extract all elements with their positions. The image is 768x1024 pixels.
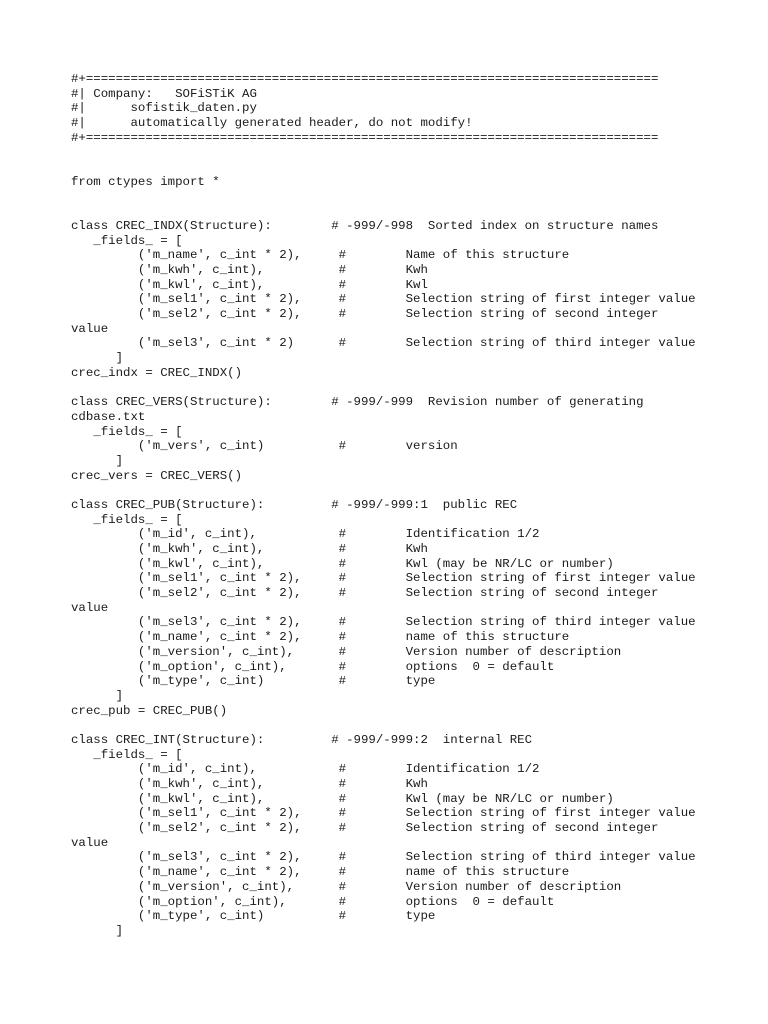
- code-line: class CREC_VERS(Structure): # -999/-999 Revision number of generating: [71, 395, 644, 410]
- code-line: [71, 160, 751, 175]
- code-line: ('m_sel2', c_int * 2), # Selection string of second integer: [71, 307, 659, 321]
- code-listing: [71, 72, 751, 939]
- code-line: crec_pub = CREC_PUB(): [71, 703, 228, 718]
- code-line: ('m_sel1', c_int * 2), # Selection string of first integer value: [71, 292, 696, 307]
- code-line: from ctypes import *: [71, 174, 220, 189]
- code-line: #| sofistik_daten.py: [71, 101, 257, 116]
- code-line: ]: [71, 351, 124, 366]
- code-line: class CREC_INDX(Structure): # -999/-998 Sorted index on structure names: [71, 218, 659, 233]
- code-line: ('m_kwl', c_int), # Kwl (may be NR/LC or number): [71, 791, 614, 806]
- code-line: ]: [71, 453, 124, 468]
- code-line: value: [71, 321, 109, 336]
- code-line: ('m_id', c_int), # Identification 1/2: [71, 762, 540, 777]
- code-line: #| Company: SOFiSTiK AG: [71, 86, 257, 101]
- code-line: _fields_ = [: [71, 424, 183, 439]
- code-line: ('m_sel2', c_int * 2), # Selection string of second integer: [71, 586, 659, 601]
- code-line: ('m_kwl', c_int), # Kwl: [71, 277, 428, 292]
- code-line: ('m_kwh', c_int), # Kwh: [71, 542, 428, 556]
- code-line: _fields_ = [: [71, 512, 183, 527]
- code-line: #+=============================================================================: [71, 72, 659, 86]
- code-line: [71, 380, 751, 395]
- code-line: ('m_type', c_int) # type: [71, 674, 436, 689]
- code-line: ('m_name', c_int * 2), # name of this structure: [71, 865, 570, 880]
- code-line: ('m_version', c_int), # Version number of description: [71, 644, 622, 659]
- code-line: ('m_type', c_int) # type: [71, 909, 436, 924]
- code-line: class CREC_INT(Structure): # -999/-999:2 internal REC: [71, 732, 533, 747]
- code-line: ('m_id', c_int), # Identification 1/2: [71, 527, 540, 542]
- code-line: ('m_version', c_int), # Version number of description: [71, 879, 622, 894]
- code-line: ('m_name', c_int * 2), # name of this structure: [71, 630, 570, 645]
- code-line: ('m_vers', c_int) # version: [71, 439, 458, 454]
- code-line: #| automatically generated header, do not modify!: [71, 116, 473, 131]
- code-line: ]: [71, 923, 124, 938]
- code-line: cdbase.txt: [71, 409, 146, 424]
- code-line: value: [71, 600, 109, 615]
- code-line: [71, 190, 751, 205]
- code-line: ('m_sel2', c_int * 2), # Selection string of second integer: [71, 821, 659, 836]
- code-line: ('m_option', c_int), # options 0 = default: [71, 659, 555, 674]
- code-line: value: [71, 835, 109, 850]
- code-line: [71, 718, 751, 733]
- code-line: ('m_kwh', c_int), # Kwh: [71, 262, 428, 277]
- code-line: [71, 483, 751, 498]
- code-line: class CREC_PUB(Structure): # -999/-999:1 public REC: [71, 497, 518, 512]
- code-line: ('m_kwl', c_int), # Kwl (may be NR/LC or number): [71, 556, 614, 571]
- code-line: [71, 204, 751, 219]
- code-line: crec_indx = CREC_INDX(): [71, 365, 243, 380]
- code-line: ('m_kwh', c_int), # Kwh: [71, 777, 428, 791]
- code-line: crec_vers = CREC_VERS(): [71, 468, 243, 483]
- code-line: _fields_ = [: [71, 747, 183, 762]
- code-line: ]: [71, 688, 124, 703]
- code-line: ('m_sel3', c_int * 2) # Selection string of third integer value: [71, 336, 696, 351]
- code-line: [71, 145, 751, 160]
- code-line: _fields_ = [: [71, 233, 183, 248]
- code-line: ('m_name', c_int * 2), # Name of this structure: [71, 248, 570, 263]
- code-line: ('m_sel1', c_int * 2), # Selection string of first integer value: [71, 806, 696, 821]
- code-line: ('m_option', c_int), # options 0 = default: [71, 894, 555, 909]
- code-line: ('m_sel3', c_int * 2), # Selection string of third integer value: [71, 615, 696, 630]
- code-line: ('m_sel1', c_int * 2), # Selection string of first integer value: [71, 571, 696, 586]
- code-line: #+=============================================================================: [71, 130, 659, 145]
- code-line: ('m_sel3', c_int * 2), # Selection string of third integer value: [71, 850, 696, 865]
